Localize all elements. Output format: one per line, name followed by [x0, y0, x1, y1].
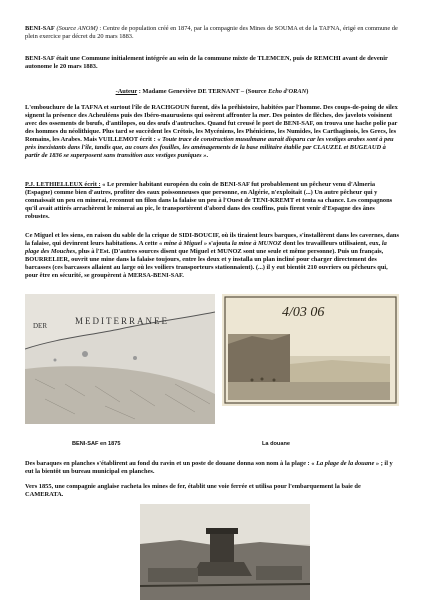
postcard-drawing [222, 294, 399, 406]
old-map-drawing [25, 294, 215, 424]
intro-text: : Centre de population créé en 1874, par la compagnie des Mines de SOUMA et de la TAFNA, érigé en commune de plein exercice par décret du 20 mars 1883. [25, 25, 398, 40]
map-label-mediterranee: MEDITERRANEE [75, 316, 169, 326]
author-line [25, 88, 399, 96]
munoz-mine: la mine à MUNOZ [231, 240, 282, 247]
commune-text: était une Commune initialement intégrée au sein de la commune mixte de TLEMCEN, puis de REMCHI avant de devenir autonome le 20 mars 1883. [25, 55, 388, 70]
postcard-image [222, 294, 399, 406]
lethielleux-author: P.J. LETHIELLEUX écrit : [25, 181, 101, 188]
mine-photo [140, 504, 310, 600]
douane-name: La plage de la douane [316, 460, 375, 467]
miguel-text-3: dont les travailleurs utilisaient, eux, [281, 240, 382, 247]
lethielleux-paragraph [25, 181, 399, 221]
miguel-mine: « mine à Miguel » [159, 240, 208, 247]
douane-paragraph [25, 460, 399, 476]
source-note: (Source ANOM) [56, 25, 98, 32]
miguel-text-1: Ce Miguel et les siens, en raison du sable de la crique de SIDI-BOUCIF, où ils tiraient leurs barques, s'installèrent dans les cavernes, dans la falaise, qui devinrent leurs habitations. A cette [25, 232, 399, 247]
map-label-der: DER [33, 322, 47, 330]
town-name: BENI-SAF [25, 55, 55, 62]
author-text: : Madame Geneviève DE TERNANT – (Source [137, 88, 269, 95]
douane-text-1: Des baraques en planches s'établirent au fond du ravin et un poste de douane donna son nom à la plage : « [25, 460, 317, 467]
mine-photo-drawing [140, 504, 310, 600]
prehistory-text-1: L'embouchure de la TAFNA et surtout l'île de RACHGOUN furent, dès la préhistoire, habitées par l'homme. Des coups-de-poing de silex signent la présence des Acheuléens puis des Ibéro-maurusiens qui osèrent affronter la [25, 104, 398, 119]
commune-paragraph [25, 55, 399, 71]
prehistory-end: . [206, 152, 209, 159]
prehistory-paragraph [25, 104, 399, 160]
vuillemot-quote: « Toute trace de construction musulmane aurait disparu car les vestiges arabes sont à peu près inexistants dans l'île, tandis que, au cours des fouilles, les aménagements de la base militaire établie par CLAUZEL et BUGEAUD à partir de 1836 se superposent sans transition aux vestiges puniques » [25, 136, 394, 159]
map-image [25, 294, 215, 424]
intro-paragraph [25, 25, 399, 41]
author-source: Echo d'ORAN [268, 88, 307, 95]
plage-mouches: la plage des Mouches [25, 240, 387, 255]
prehistory-mer: mer [258, 112, 270, 119]
town-name: BENI-SAF [25, 25, 55, 32]
camerata-paragraph [25, 483, 399, 499]
camerata-text: Vers 1855, une compagnie anglaise racheta les mines de fer, établit une voie ferrée et utilisa pour l'embarquement la baie de CAMERATA. [25, 483, 361, 498]
caption-right: La douane [262, 441, 290, 447]
miguel-paragraph [25, 232, 399, 280]
douane-text-2: » ; il y eut la bientôt un bureau municipal en planches. [25, 460, 393, 475]
postcard-stamp-text: 4/03 06 [282, 305, 325, 320]
miguel-text-2: s'ajouta [207, 240, 232, 247]
prehistory-text-2: . Des pointes de flèches, des javelots voisinent avec des ossements de bœufs, d'antilopes, ou des œufs d'autruches. Quand fut creusé le port de BENI-SAF, on trouva une hache polie par des hommes du néolithique. Plus tard se succèdent les Crétois, les Mycéniens, les Phéniciens, les Numides, les Carthaginois, les Grecs, les Romains, les Arabes. Mais VUILLEMOT écrit : [25, 112, 398, 143]
author-close: ) [306, 88, 309, 95]
author-label: -Auteur [115, 88, 138, 95]
lethielleux-text: « Le premier habitant européen du coin de BENI-SAF fut probablement un pêcheur venu d'Almeria (Espagne) comme bien d'autres, profiter des eaux poissonneuses que personne, en Algérie, n'exploitait (...) Un autre pêcheur qui y connaissait un peu en minerai, reconnut un filon dans la falaise un peu à l'Ouest de TENI-KREMT et tenta sa chance. Les compagnons qu'il avait attirés arrachèrent le minerai au pic, le transportèrent d'abord dans des couffins, puis firent venir d'Espagne des ânes robustes. [25, 181, 393, 220]
miguel-text-4: , plus à l'Est. (D'autres sources disent que Miguel et MUNOZ sont une seule et même personne). Puis un français, BOURRELIER, ouvrit une mine dans la falaise toujours, entre les deux et y installa un plan incliné pour charger directement des barcasses (ces barcasses allaient au large où les voiliers transporteurs stationnaient). (...) il y eut bientôt 210 ouvriers ou pêcheurs qui, pour être en sécurité, se groupèrent à MERSA-BENI-SAF. [25, 248, 388, 279]
caption-left: BENI-SAF en 1875 [72, 441, 121, 447]
